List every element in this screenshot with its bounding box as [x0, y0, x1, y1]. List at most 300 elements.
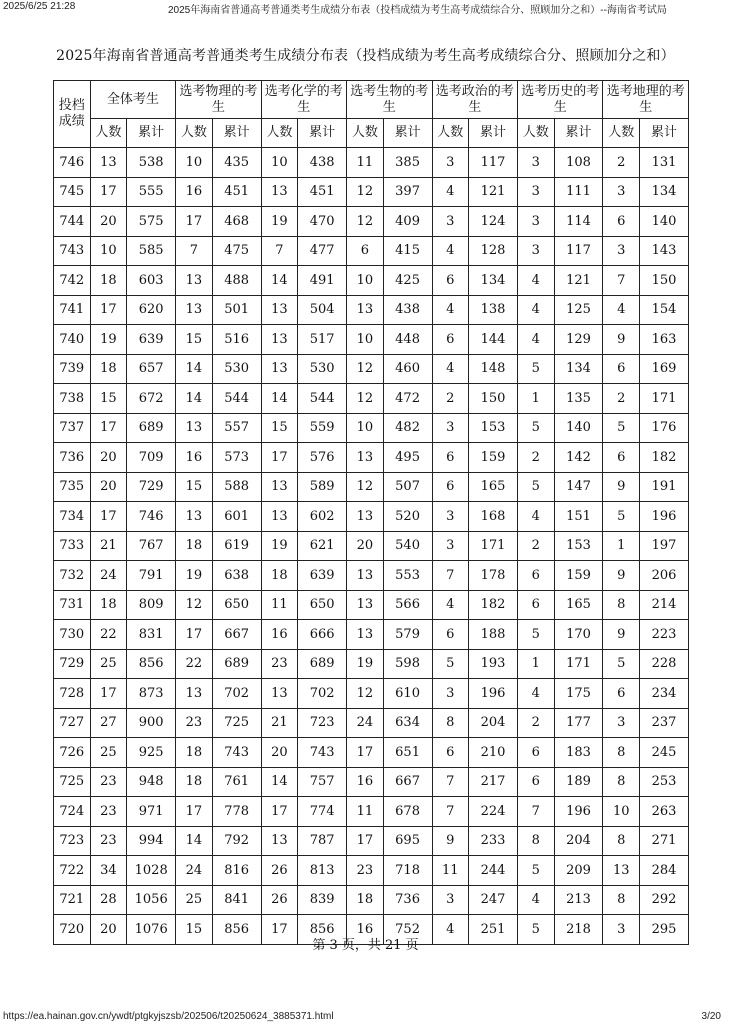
cumulative-cell: 657	[127, 354, 176, 384]
count-cell: 6	[603, 679, 640, 709]
count-cell: 4	[517, 679, 554, 709]
table-row	[54, 826, 689, 856]
cumulative-cell: 540	[383, 531, 432, 561]
cumulative-cell: 217	[469, 767, 518, 797]
cumulative-header: 累计	[469, 119, 518, 148]
cumulative-cell: 218	[554, 915, 603, 945]
cumulative-cell: 678	[383, 797, 432, 827]
cumulative-cell: 725	[212, 708, 261, 738]
count-cell: 1	[603, 531, 640, 561]
cumulative-cell: 638	[212, 561, 261, 591]
count-cell: 4	[603, 295, 640, 325]
cumulative-cell: 175	[554, 679, 603, 709]
score-cell: 732	[54, 561, 91, 591]
cumulative-cell: 585	[127, 236, 176, 266]
count-cell: 9	[432, 826, 469, 856]
cumulative-cell: 204	[469, 708, 518, 738]
count-cell: 8	[603, 590, 640, 620]
count-cell: 28	[90, 885, 127, 915]
score-cell: 737	[54, 413, 91, 443]
cumulative-cell: 154	[640, 295, 689, 325]
cumulative-cell: 140	[640, 207, 689, 237]
cumulative-cell: 639	[298, 561, 347, 591]
cumulative-cell: 182	[469, 590, 518, 620]
cumulative-cell: 791	[127, 561, 176, 591]
count-cell: 22	[90, 620, 127, 650]
cumulative-cell: 757	[298, 767, 347, 797]
cumulative-cell: 778	[212, 797, 261, 827]
count-cell: 12	[347, 177, 384, 207]
cumulative-cell: 689	[298, 649, 347, 679]
cumulative-cell: 197	[640, 531, 689, 561]
count-cell: 21	[90, 531, 127, 561]
cumulative-cell: 284	[640, 856, 689, 886]
cumulative-cell: 253	[640, 767, 689, 797]
count-cell: 17	[176, 797, 213, 827]
cumulative-cell: 530	[212, 354, 261, 384]
count-cell: 3	[603, 708, 640, 738]
count-cell: 6	[517, 767, 554, 797]
cumulative-cell: 206	[640, 561, 689, 591]
print-footer	[0, 1011, 731, 1024]
count-cell: 16	[176, 177, 213, 207]
cumulative-cell: 209	[554, 856, 603, 886]
count-cell: 12	[347, 354, 384, 384]
count-cell: 8	[603, 826, 640, 856]
count-cell: 18	[261, 561, 298, 591]
count-cell: 10	[90, 236, 127, 266]
cumulative-cell: 702	[298, 679, 347, 709]
count-cell: 23	[176, 708, 213, 738]
cumulative-cell: 148	[469, 354, 518, 384]
count-cell: 23	[90, 797, 127, 827]
cumulative-cell: 159	[554, 561, 603, 591]
cumulative-cell: 702	[212, 679, 261, 709]
cumulative-cell: 196	[469, 679, 518, 709]
cumulative-cell: 140	[554, 413, 603, 443]
cumulative-cell: 948	[127, 767, 176, 797]
cumulative-cell: 666	[298, 620, 347, 650]
count-cell: 5	[432, 649, 469, 679]
cumulative-cell: 151	[554, 502, 603, 532]
count-cell: 10	[347, 266, 384, 296]
cumulative-cell: 178	[469, 561, 518, 591]
table-row	[54, 856, 689, 886]
count-cell: 3	[603, 915, 640, 945]
count-cell: 3	[432, 679, 469, 709]
cumulative-cell: 153	[469, 413, 518, 443]
count-cell: 3	[432, 502, 469, 532]
cumulative-cell: 504	[298, 295, 347, 325]
count-cell: 13	[347, 295, 384, 325]
cumulative-cell: 165	[554, 590, 603, 620]
cumulative-cell: 746	[127, 502, 176, 532]
cumulative-cell: 117	[554, 236, 603, 266]
count-cell: 14	[176, 384, 213, 414]
count-cell: 12	[347, 472, 384, 502]
cumulative-cell: 196	[640, 502, 689, 532]
count-cell: 19	[347, 649, 384, 679]
count-cell: 16	[176, 443, 213, 473]
count-cell: 20	[90, 443, 127, 473]
cumulative-cell: 143	[640, 236, 689, 266]
count-cell: 19	[261, 531, 298, 561]
cumulative-cell: 196	[554, 797, 603, 827]
cumulative-cell: 816	[212, 856, 261, 886]
cumulative-cell: 213	[554, 885, 603, 915]
cumulative-cell: 767	[127, 531, 176, 561]
cumulative-cell: 856	[127, 649, 176, 679]
count-cell: 3	[432, 148, 469, 178]
cumulative-cell: 247	[469, 885, 518, 915]
count-cell: 13	[347, 443, 384, 473]
cumulative-cell: 233	[469, 826, 518, 856]
count-cell: 4	[432, 177, 469, 207]
count-cell: 23	[90, 767, 127, 797]
cumulative-cell: 134	[640, 177, 689, 207]
cumulative-cell: 689	[127, 413, 176, 443]
table-row	[54, 531, 689, 561]
cumulative-cell: 573	[212, 443, 261, 473]
cumulative-cell: 409	[383, 207, 432, 237]
count-cell: 2	[603, 384, 640, 414]
score-cell: 736	[54, 443, 91, 473]
cumulative-cell: 214	[640, 590, 689, 620]
cumulative-cell: 472	[383, 384, 432, 414]
score-cell: 722	[54, 856, 91, 886]
cumulative-cell: 121	[469, 177, 518, 207]
count-cell: 13	[261, 354, 298, 384]
count-cell: 3	[603, 236, 640, 266]
score-cell: 725	[54, 767, 91, 797]
count-cell: 18	[347, 885, 384, 915]
cumulative-cell: 650	[298, 590, 347, 620]
cumulative-cell: 743	[212, 738, 261, 768]
cumulative-cell: 448	[383, 325, 432, 355]
count-cell: 15	[261, 413, 298, 443]
cumulative-cell: 736	[383, 885, 432, 915]
count-cell: 13	[261, 472, 298, 502]
cumulative-cell: 129	[554, 325, 603, 355]
count-cell: 17	[261, 915, 298, 945]
count-cell: 13	[347, 620, 384, 650]
score-cell: 720	[54, 915, 91, 945]
cumulative-cell: 491	[298, 266, 347, 296]
cumulative-cell: 579	[383, 620, 432, 650]
cumulative-cell: 171	[469, 531, 518, 561]
table-row	[54, 148, 689, 178]
score-cell: 741	[54, 295, 91, 325]
cumulative-cell: 576	[298, 443, 347, 473]
cumulative-cell: 245	[640, 738, 689, 768]
table-row	[54, 177, 689, 207]
count-cell: 6	[432, 266, 469, 296]
cumulative-cell: 111	[554, 177, 603, 207]
count-cell: 19	[261, 207, 298, 237]
cumulative-cell: 507	[383, 472, 432, 502]
cumulative-cell: 752	[383, 915, 432, 945]
count-cell: 13	[261, 325, 298, 355]
count-cell: 26	[261, 856, 298, 886]
print-datetime: 2025/6/25 21:28	[3, 1, 76, 12]
cumulative-cell: 971	[127, 797, 176, 827]
cumulative-cell: 839	[298, 885, 347, 915]
cumulative-cell: 150	[469, 384, 518, 414]
count-cell: 8	[432, 708, 469, 738]
score-cell: 727	[54, 708, 91, 738]
count-cell: 13	[603, 856, 640, 886]
count-cell: 21	[261, 708, 298, 738]
cumulative-cell: 667	[383, 767, 432, 797]
cumulative-cell: 650	[212, 590, 261, 620]
cumulative-cell: 150	[640, 266, 689, 296]
cumulative-cell: 121	[554, 266, 603, 296]
count-cell: 13	[347, 502, 384, 532]
cumulative-cell: 689	[212, 649, 261, 679]
cumulative-cell: 460	[383, 354, 432, 384]
cumulative-cell: 813	[298, 856, 347, 886]
cumulative-cell: 438	[383, 295, 432, 325]
count-cell: 18	[90, 354, 127, 384]
score-cell: 743	[54, 236, 91, 266]
count-cell: 17	[90, 679, 127, 709]
score-cell: 738	[54, 384, 91, 414]
cumulative-cell: 601	[212, 502, 261, 532]
cumulative-cell: 538	[127, 148, 176, 178]
count-cell: 17	[176, 620, 213, 650]
count-cell: 6	[517, 738, 554, 768]
count-cell: 4	[432, 354, 469, 384]
score-cell: 744	[54, 207, 91, 237]
cumulative-cell: 787	[298, 826, 347, 856]
cumulative-cell: 159	[469, 443, 518, 473]
count-cell: 11	[347, 148, 384, 178]
count-cell: 14	[261, 266, 298, 296]
count-cell: 16	[347, 767, 384, 797]
cumulative-cell: 603	[127, 266, 176, 296]
count-cell: 13	[261, 679, 298, 709]
count-cell: 8	[603, 738, 640, 768]
score-cell: 731	[54, 590, 91, 620]
count-cell: 25	[90, 738, 127, 768]
count-cell: 4	[432, 915, 469, 945]
cumulative-cell: 774	[298, 797, 347, 827]
count-cell: 3	[517, 148, 554, 178]
count-header: 人数	[176, 119, 213, 148]
count-cell: 15	[90, 384, 127, 414]
table-row	[54, 266, 689, 296]
count-cell: 7	[261, 236, 298, 266]
cumulative-cell: 589	[298, 472, 347, 502]
cumulative-cell: 228	[640, 649, 689, 679]
count-cell: 24	[347, 708, 384, 738]
cumulative-cell: 251	[469, 915, 518, 945]
cumulative-cell: 183	[554, 738, 603, 768]
cumulative-cell: 553	[383, 561, 432, 591]
count-cell: 13	[90, 148, 127, 178]
cumulative-cell: 610	[383, 679, 432, 709]
count-cell: 17	[261, 443, 298, 473]
count-cell: 6	[432, 738, 469, 768]
table-row	[54, 885, 689, 915]
cumulative-cell: 482	[383, 413, 432, 443]
score-cell: 721	[54, 885, 91, 915]
cumulative-cell: 516	[212, 325, 261, 355]
cumulative-cell: 809	[127, 590, 176, 620]
print-page-title: 2025年海南省普通高考普通类考生成绩分布表（投档成绩为考生高考成绩综合分、照顾加分之和）--海南省考试局	[168, 5, 667, 16]
count-cell: 5	[517, 915, 554, 945]
count-cell: 6	[603, 354, 640, 384]
count-cell: 7	[432, 561, 469, 591]
cumulative-cell: 165	[469, 472, 518, 502]
count-cell: 6	[517, 561, 554, 591]
count-cell: 16	[261, 620, 298, 650]
cumulative-cell: 841	[212, 885, 261, 915]
count-cell: 20	[90, 472, 127, 502]
count-cell: 5	[603, 649, 640, 679]
count-cell: 6	[603, 207, 640, 237]
count-cell: 2	[517, 531, 554, 561]
cumulative-cell: 1028	[127, 856, 176, 886]
count-cell: 20	[261, 738, 298, 768]
count-cell: 3	[432, 885, 469, 915]
count-header: 人数	[432, 119, 469, 148]
count-cell: 13	[261, 295, 298, 325]
cumulative-cell: 575	[127, 207, 176, 237]
count-cell: 5	[517, 620, 554, 650]
count-cell: 20	[90, 207, 127, 237]
cumulative-cell: 182	[640, 443, 689, 473]
table-row	[54, 649, 689, 679]
count-cell: 6	[517, 590, 554, 620]
count-cell: 3	[603, 177, 640, 207]
count-cell: 9	[603, 472, 640, 502]
table-row	[54, 413, 689, 443]
table-row	[54, 325, 689, 355]
count-cell: 26	[261, 885, 298, 915]
count-cell: 18	[176, 738, 213, 768]
table-row	[54, 236, 689, 266]
cumulative-cell: 925	[127, 738, 176, 768]
cumulative-cell: 900	[127, 708, 176, 738]
cumulative-cell: 134	[469, 266, 518, 296]
score-cell: 729	[54, 649, 91, 679]
count-cell: 17	[347, 826, 384, 856]
print-header	[0, 1, 731, 15]
table-row	[54, 354, 689, 384]
cumulative-cell: 168	[469, 502, 518, 532]
cumulative-cell: 672	[127, 384, 176, 414]
cumulative-cell: 153	[554, 531, 603, 561]
count-cell: 5	[517, 856, 554, 886]
count-cell: 17	[90, 295, 127, 325]
count-cell: 4	[517, 295, 554, 325]
count-cell: 5	[517, 472, 554, 502]
table-row	[54, 708, 689, 738]
cumulative-cell: 544	[298, 384, 347, 414]
cumulative-cell: 723	[298, 708, 347, 738]
cumulative-cell: 488	[212, 266, 261, 296]
count-cell: 6	[432, 620, 469, 650]
cumulative-cell: 873	[127, 679, 176, 709]
cumulative-cell: 385	[383, 148, 432, 178]
cumulative-cell: 634	[383, 708, 432, 738]
group-header: 选考生物的考生	[347, 81, 432, 119]
cumulative-cell: 475	[212, 236, 261, 266]
cumulative-cell: 144	[469, 325, 518, 355]
count-cell: 9	[603, 620, 640, 650]
score-cell: 745	[54, 177, 91, 207]
count-cell: 8	[517, 826, 554, 856]
cumulative-cell: 114	[554, 207, 603, 237]
cumulative-cell: 223	[640, 620, 689, 650]
cumulative-cell: 468	[212, 207, 261, 237]
score-cell: 733	[54, 531, 91, 561]
cumulative-cell: 639	[127, 325, 176, 355]
count-cell: 14	[176, 354, 213, 384]
cumulative-cell: 435	[212, 148, 261, 178]
cumulative-cell: 189	[554, 767, 603, 797]
count-cell: 17	[90, 177, 127, 207]
cumulative-header: 累计	[640, 119, 689, 148]
print-url: https://ea.hainan.gov.cn/ywdt/ptgkyjszsb/202506/t20250624_3885371.html	[3, 1011, 334, 1022]
count-cell: 19	[90, 325, 127, 355]
table-row	[54, 679, 689, 709]
count-cell: 5	[603, 502, 640, 532]
cumulative-cell: 397	[383, 177, 432, 207]
count-cell: 13	[176, 266, 213, 296]
count-cell: 20	[347, 531, 384, 561]
count-cell: 34	[90, 856, 127, 886]
cumulative-cell: 117	[469, 148, 518, 178]
cumulative-cell: 792	[212, 826, 261, 856]
group-header: 选考地理的考生	[603, 81, 689, 119]
count-cell: 3	[432, 413, 469, 443]
count-cell: 23	[347, 856, 384, 886]
cumulative-cell: 188	[469, 620, 518, 650]
count-cell: 3	[517, 236, 554, 266]
cumulative-cell: 602	[298, 502, 347, 532]
cumulative-cell: 169	[640, 354, 689, 384]
cumulative-cell: 501	[212, 295, 261, 325]
count-cell: 14	[261, 384, 298, 414]
score-cell: 730	[54, 620, 91, 650]
cumulative-cell: 588	[212, 472, 261, 502]
count-cell: 5	[517, 413, 554, 443]
count-cell: 25	[176, 885, 213, 915]
count-cell: 6	[432, 443, 469, 473]
cumulative-cell: 470	[298, 207, 347, 237]
cumulative-cell: 451	[212, 177, 261, 207]
count-cell: 8	[603, 885, 640, 915]
count-cell: 4	[517, 266, 554, 296]
cumulative-cell: 237	[640, 708, 689, 738]
count-cell: 17	[90, 502, 127, 532]
count-cell: 12	[347, 384, 384, 414]
cumulative-cell: 176	[640, 413, 689, 443]
count-cell: 3	[517, 177, 554, 207]
score-cell: 742	[54, 266, 91, 296]
count-cell: 10	[347, 325, 384, 355]
cumulative-cell: 244	[469, 856, 518, 886]
score-cell: 739	[54, 354, 91, 384]
score-cell: 735	[54, 472, 91, 502]
cumulative-cell: 170	[554, 620, 603, 650]
count-cell: 7	[432, 767, 469, 797]
cumulative-cell: 210	[469, 738, 518, 768]
table-row	[54, 207, 689, 237]
print-page-counter: 3/20	[701, 1011, 721, 1022]
